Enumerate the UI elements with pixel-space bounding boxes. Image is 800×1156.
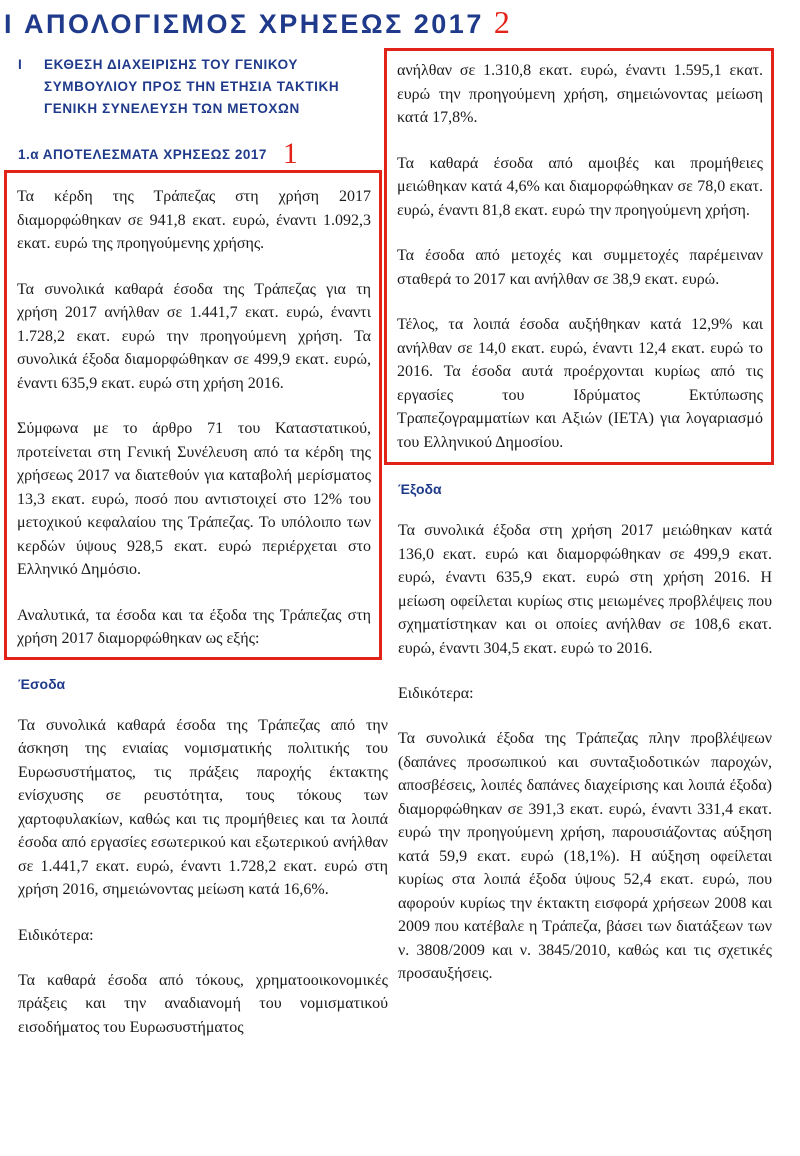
paragraph-interest-income: Τα καθαρά έσοδα από τόκους, χρηματοοικονομικές πράξεις και την αναδιανομή του νομισματικού εισοδήματος του Ευρωσυστήματος (18, 971, 388, 1036)
page-title (4, 4, 510, 40)
subsection-heading (18, 137, 388, 170)
paragraph-analysis-intro: Αναλυτικά, τα έσοδα και τα έξοδα της Τράπεζας στη χρήση 2017 διαμορφώθηκαν ως εξής: (17, 606, 371, 647)
paragraph-expenses-detail: Τα συνολικά έξοδα της Τράπεζας πλην προβλέψεων (δαπάνες προσωπικού και συνταξιοδοτικών παροχών, αποσβέσεις, λοιπές δαπάνες διαχείρισης και λοιπά έξοδα) διαμορφώθηκαν σε 391,3 εκατ. ευρώ, έναντι 331,4 εκατ. ευρώ την προηγούμενη χρήση, παρουσιάζοντας αύξηση κατά 59,9 εκατ. ευρώ (18,1%). Η αύξηση οφείλεται κυρίως στα λοιπά έξοδα ύψους 52,4 εκατ. ευρώ, που αφορούν κυρίως την έκτακτη εισφορά χρήσεων 2008 και 2009 που κατέβαλε η Τράπεζα, βάσει των διατάξεων των ν. 3808/2009 και ν. 3845/2010, καθώς και τις σχετικές προσαυξήσεις. (398, 730, 772, 982)
section-number: I (18, 57, 23, 72)
paragraph-dividend: Σύμφωνα με το άρθρο 71 του Καταστατικού, προτείνεται στη Γενική Συνέλευση από τα κέρδη της χρήσεως 2017 να διατεθούν για καταβολή μερίσματος 13,3 εκατ. ευρώ, ποσό που αντιστοιχεί στο 12% του μετοχικού κεφαλαίου της Τράπεζας. Το υπόλοιπο των κερδών ύψους 928,5 εκατ. ευρώ περιέρχεται στο Ελληνικό Δημόσιο. (17, 420, 371, 578)
expenses-heading: Έξοδα (398, 481, 442, 497)
paragraph-interest-continued: ανήλθαν σε 1.310,8 εκατ. ευρώ, έναντι 1.595,1 εκατ. ευρώ την προηγούμενη χρήση, σημειώνοντας μείωση κατά 17,8%. (397, 62, 763, 126)
page-title-text: I ΑΠΟΛΟΓΙΣΜΟΣ ΧΡΗΣΕΩΣ 2017 (4, 9, 484, 39)
paragraph-other-income: Τέλος, τα λοιπά έσοδα αυξήθηκαν κατά 12,9% και ανήλθαν σε 14,0 εκατ. ευρώ, έναντι 12,4 εκατ. ευρώ το 2016. Τα έσοδα αυτά προέρχονται κυρίως από τις εργασίες του Ιδρύματος Εκτύπωσης Τραπεζογραμματίων και Αξιών (ΙΕΤΑ) για λογαριασμό του Ελληνικού Δημοσίου. (397, 316, 763, 451)
section-heading (18, 54, 388, 120)
paragraph-profits: Τα κέρδη της Τράπεζας στη χρήση 2017 διαμορφώθηκαν σε 941,8 εκατ. ευρώ, έναντι 1.092,3 εκατ. ευρώ της προηγούμενης χρήσης. (17, 188, 371, 252)
highlight-box-right (384, 48, 774, 465)
subsection-marker: 1 (282, 137, 298, 170)
paragraph-fees: Τα καθαρά έσοδα από αμοιβές και προμήθειες μειώθηκαν κατά 4,6% και διαμορφώθηκαν σε 78,0 εκατ. ευρώ, έναντι 81,8 εκατ. ευρώ την προηγούμενη χρήση. (397, 154, 763, 219)
specifically-label-right: Ειδικότερα: (398, 685, 474, 702)
section-heading-text: ΕΚΘΕΣΗ ΔΙΑΧΕΙΡΙΣΗΣ ΤΟΥ ΓΕΝΙΚΟΥ ΣΥΜΒΟΥΛΙΟΥ ΠΡΟΣ ΤΗΝ ΕΤΗΣΙΑ ΤΑΚΤΙΚΗ ΓΕΝΙΚΗ ΣΥΝΕΛΕΥΣΗ ΤΩΝ ΜΕΤΟΧΩΝ (44, 57, 340, 116)
subsection-heading-text: 1.α ΑΠΟΤΕΛΕΣΜΑΤΑ ΧΡΗΣΕΩΣ 2017 (18, 146, 267, 162)
paragraph-total-income: Τα συνολικά καθαρά έσοδα της Τράπεζας για τη χρήση 2017 ανήλθαν σε 1.441,7 εκατ. ευρώ, έναντι 1.728,2 εκατ. ευρώ την προηγούμενη χρήση. Τα συνολικά έξοδα διαμορφώθηκαν σε 499,9 εκατ. ευρώ, έναντι 635,9 εκατ. ευρώ στη χρήση 2016. (17, 280, 371, 392)
income-heading: Έσοδα (18, 675, 66, 692)
paragraph-shares: Τα έσοδα από μετοχές και συμμετοχές παρέμειναν σταθερά το 2017 και ανήλθαν σε 38,9 εκατ. ευρώ. (397, 247, 763, 288)
paragraph-income-total: Τα συνολικά καθαρά έσοδα της Τράπεζας από την άσκηση της ενιαίας νομισματικής πολιτικής του Ευρωσυστήματος, τις πράξεις παροχής έκτακτης ενίσχυσης σε ρευστότητα, τους τόκους των χαρτοφυλακίων, καθώς και τις προμήθειες και τα λοιπά έσοδα από εργασίες εσωτερικού και εξωτερικού ανήλθαν σε 1.441,7 εκατ. ευρώ, έναντι 1.728,2 εκατ. ευρώ στη χρήση 2016, σημειώνοντας μείωση κατά 16,6%. (18, 716, 388, 898)
specifically-label-left: Ειδικότερα: (18, 926, 94, 944)
title-marker: 2 (493, 4, 510, 40)
right-column (398, 56, 772, 1008)
left-column (18, 54, 388, 1061)
highlight-box-left (4, 170, 382, 660)
paragraph-expenses-total: Τα συνολικά έξοδα στη χρήση 2017 μειώθηκαν κατά 136,0 εκατ. ευρώ και διαμορφώθηκαν σε 499,9 εκατ. ευρώ, έναντι 635,9 εκατ. ευρώ στη χρήση 2016. Η μείωση οφείλεται κυρίως στις μειωμένες προβλέψεις που σχηματίστηκαν και οι οποίες ανήλθαν σε 108,6 εκατ. ευρώ, έναντι 304,5 εκατ. ευρώ το 2016. (398, 522, 772, 657)
